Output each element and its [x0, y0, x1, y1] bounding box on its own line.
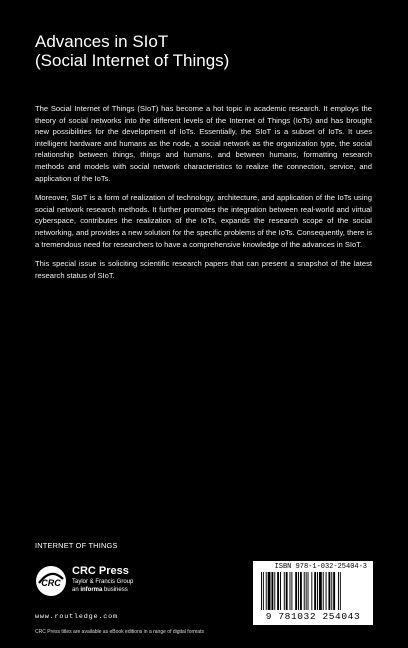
barcode-bar	[277, 572, 279, 610]
blurb-paragraph-3: This special issue is soliciting scientific research papers that can present a snapshot of the latest research status of SIoT.	[35, 259, 372, 280]
blurb-paragraph-1: The Social Internet of Things (SIoT) has become a hot topic in academic research. It employs the theory of social networks into the different levels of the Internet of Things (IoTs) and has brought new possibilities for the development of IoTs. Essentially, the SIoT is a subset of IoTs. It uses intelligent hardware and humans as the node, a social network as the organization type, the social relationship between things, things and humans, and between humans, formatting research methods and models with social network characteristics to realize the connection, service, and application of the IoTs.	[35, 104, 372, 183]
barcode-bar	[328, 572, 330, 610]
barcode-bar	[331, 572, 332, 610]
isbn-label: ISBN 978-1-032-25404-3	[274, 563, 367, 571]
barcode-bar	[311, 572, 312, 610]
publisher-informa-line	[72, 587, 128, 593]
informa-prefix: an	[72, 587, 81, 593]
isbn-barcode	[253, 561, 373, 625]
barcode-bar	[298, 572, 299, 610]
barcode-bar	[271, 572, 273, 610]
barcode-bar	[261, 572, 262, 610]
barcode-bar	[263, 572, 264, 610]
blurb-text	[35, 103, 372, 289]
barcode-bar	[280, 572, 281, 610]
barcode-bar	[266, 572, 267, 610]
informa-brand: informa	[80, 587, 103, 593]
barcode-bar	[291, 572, 292, 610]
barcode-bar	[306, 572, 307, 610]
crc-press-logo-icon	[35, 565, 67, 597]
barcode-bar	[338, 572, 339, 610]
barcode-bar	[284, 572, 285, 610]
barcode-bar	[308, 572, 309, 610]
publisher-name: CRC Press	[72, 565, 129, 577]
series-label: INTERNET OF THINGS	[35, 541, 118, 550]
barcode-bar	[290, 572, 291, 610]
publisher-website: www.routledge.com	[35, 613, 118, 621]
barcode-bar	[317, 572, 318, 610]
ebook-footnote: CRC Press titles are available as eBook editions in a range of digital formats	[35, 629, 204, 635]
barcode-bar	[304, 572, 305, 610]
barcode-bar	[326, 572, 327, 610]
barcode-bars	[257, 572, 369, 612]
barcode-bar	[274, 572, 275, 610]
book-title	[35, 32, 375, 70]
book-title-line-1: Advances in SIoT	[35, 32, 169, 51]
publisher-logo	[35, 565, 165, 605]
logo-mark-text: CRC	[41, 578, 61, 588]
barcode-bar	[295, 572, 297, 610]
barcode-bar	[323, 572, 324, 610]
barcode-bar	[314, 572, 316, 610]
barcode-digits: 9 781032 254043	[265, 611, 361, 622]
barcode-bar	[340, 572, 341, 610]
blurb-paragraph-2: Moreover, SIoT is a form of realization of technology, architecture, and application of the IoTs using social network research methods. It further promotes the integration between real-world and virtual cyberspace, contributes the realization of the IoTs, expands the research scope of the social networking, and provides a new solution for the specific problems of the IoTs. Consequently, there is a tremendous need for researchers to have a comprehensive knowledge of the advances in SIoT.	[35, 193, 372, 249]
informa-suffix: business	[102, 587, 128, 593]
barcode-bar	[286, 572, 288, 610]
barcode-bar	[333, 572, 335, 610]
barcode-bar	[300, 572, 302, 610]
book-title-line-2: (Social Internet of Things)	[35, 51, 230, 70]
publisher-group: Taylor & Francis Group	[72, 579, 134, 585]
barcode-bar	[319, 572, 322, 610]
barcode-bar	[268, 572, 271, 610]
